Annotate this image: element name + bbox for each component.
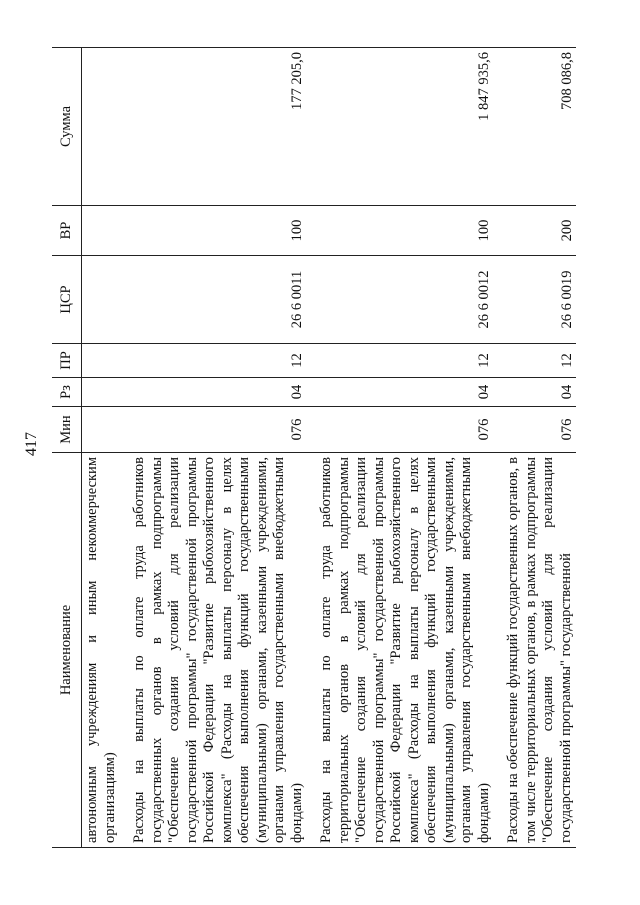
row-pr: 12 [131,344,306,378]
row-rz [82,378,120,407]
row-min: 076 [318,407,493,453]
row-pr [82,344,120,378]
row-vr [82,206,120,256]
table-row [318,48,493,848]
table-row [82,48,120,848]
table-row [131,48,306,848]
row-sum: 177 205,0 [131,48,306,206]
row-vr: 100 [131,206,306,256]
row-rz: 04 [318,378,493,407]
row-pr: 12 [318,344,493,378]
page-number: 417 [23,432,40,456]
row-spacer [306,48,318,848]
row-sum: 708 086,8 [505,48,576,206]
row-csr: 26 6 0012 [318,256,493,344]
row-csr: 26 6 0011 [131,256,306,344]
row-spacer [119,48,131,848]
rotated-page-content [52,48,584,848]
budget-table [52,47,576,848]
header-sum: Сумма [52,48,82,206]
row-rz: 04 [505,378,576,407]
header-pr: ПР [52,344,82,378]
header-rz: Рз [52,378,82,407]
header-vr: ВР [52,206,82,256]
header-min: Мин [52,407,82,453]
table-row [505,48,576,848]
row-min: 076 [505,407,576,453]
row-name: Расходы на выплаты по оплате труда работников территориальных органов в рамках подпрограммы "Обеспечение создания условий для реализации государственной программы" государственной программы Российской Федерации "Развитие рыбохозяйственного комплекса" (Расходы на выплаты персоналу в целях обеспечения выполнения функций государственными (муниципальными) органами, казенными учреждениями, органами управления государственными внебюджетными фондами) [318,453,493,848]
header-name: Наименование [52,453,82,848]
row-csr: 26 6 0019 [505,256,576,344]
row-sum: 1 847 935,6 [318,48,493,206]
row-min: 076 [131,407,306,453]
row-rz: 04 [131,378,306,407]
row-spacer [493,48,505,848]
row-csr [82,256,120,344]
row-sum [82,48,120,206]
row-name: автономным учреждениям и иным некоммерческим организациям) [82,453,120,848]
row-name: Расходы на обеспечение функций государственных органов, в том числе территориальных органов, в рамках подпрограммы "Обеспечение создания условий для реализации государственной программы" государственной [505,453,576,848]
row-vr: 100 [318,206,493,256]
row-vr: 200 [505,206,576,256]
row-pr: 12 [505,344,576,378]
table-header-row [52,48,82,848]
row-name: Расходы на выплаты по оплате труда работников государственных органов в рамках подпрограммы "Обеспечение создания условий для реализации государственной программы" государственной программы Российской Федерации "Развитие рыбохозяйственного комплекса" (Расходы на выплаты персоналу в целях обеспечения выполнения функций государственными (муниципальными) органами, казенными учреждениями, органами управления государственными внебюджетными фондами) [131,453,306,848]
header-csr: ЦСР [52,256,82,344]
row-min [82,407,120,453]
